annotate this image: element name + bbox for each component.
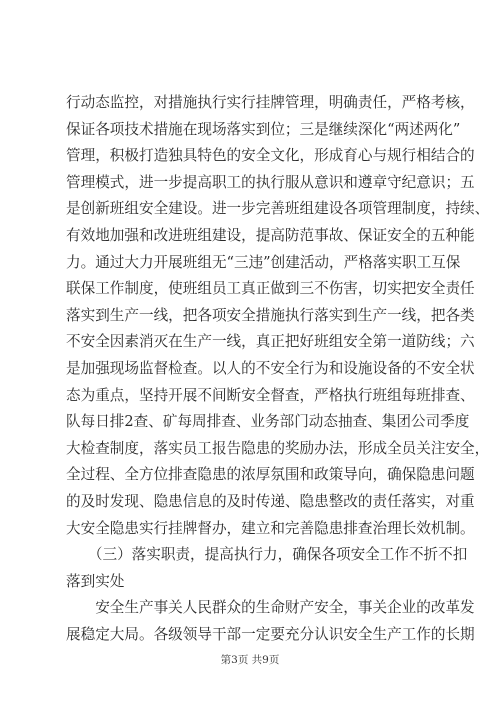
text-line: 态为重点，坚持开展不间断安全督查，严格执行班组每班排查、: [66, 386, 475, 404]
text-line: 大检查制度，落实员工报告隐患的奖励办法，形成全员关注安全，: [66, 439, 490, 457]
page-number-footer: 第3页 共9页: [220, 654, 280, 666]
text-line: 不安全因素消灭在生产一线，真正把好班组安全第一道防线；六: [66, 333, 475, 351]
text-line: 全过程、全方位排查隐患的浓厚氛围和政策导向，确保隐患问题: [66, 466, 475, 484]
text-line: 落实到生产一线，把各项安全措施执行落实到生产一线，把各类: [66, 306, 475, 324]
text-line: 是加强现场监督检查。以人的不安全行为和设施设备的不安全状: [66, 359, 475, 377]
body-text: [66, 90, 490, 648]
text-line: 展稳定大局。各级领导干部一定要充分认识安全生产工作的长期: [66, 625, 475, 643]
section-heading-line: 落到实处: [66, 572, 125, 590]
text-line: 是创新班组安全建设。进一步完善班组建设各项管理制度，持续、: [66, 200, 490, 218]
section-heading-line: （三）落实职责，提高执行力，确保各项安全工作不折不扣: [66, 546, 468, 564]
text-line: 安全生产事关人民群众的生命财产安全，事关企业的改革发: [66, 599, 475, 617]
text-line: 队每日排2查、矿每周排查、业务部门动态抽查、集团公司季度: [66, 413, 470, 431]
text-line: 力。通过大力开展班组无“三违”创建活动，严格落实职工互保: [66, 253, 461, 271]
text-line: 保证各项技术措施在现场落实到位；三是继续深化“两述两化”: [66, 120, 461, 138]
text-line: 管理模式，进一步提高职工的执行服从意识和遵章守纪意识；五: [66, 173, 475, 191]
text-line: 的及时发现、隐患信息的及时传递、隐患整改的责任落实，对重: [66, 492, 475, 510]
text-line: 管理，积极打造独具特色的安全文化，形成育心与规行相结合的: [66, 147, 475, 165]
text-line: 联保工作制度，使班组员工真正做到三不伤害，切实把安全责任: [66, 280, 475, 298]
text-line: 有效地加强和改进班组建设，提高防范事故、保证安全的五种能: [66, 226, 475, 244]
text-line: 大安全隐患实行挂牌督办，建立和完善隐患排查治理长效机制。: [66, 519, 475, 537]
text-line: 行动态监控，对措施执行实行挂牌管理，明确责任，严格考核，: [66, 94, 475, 111]
